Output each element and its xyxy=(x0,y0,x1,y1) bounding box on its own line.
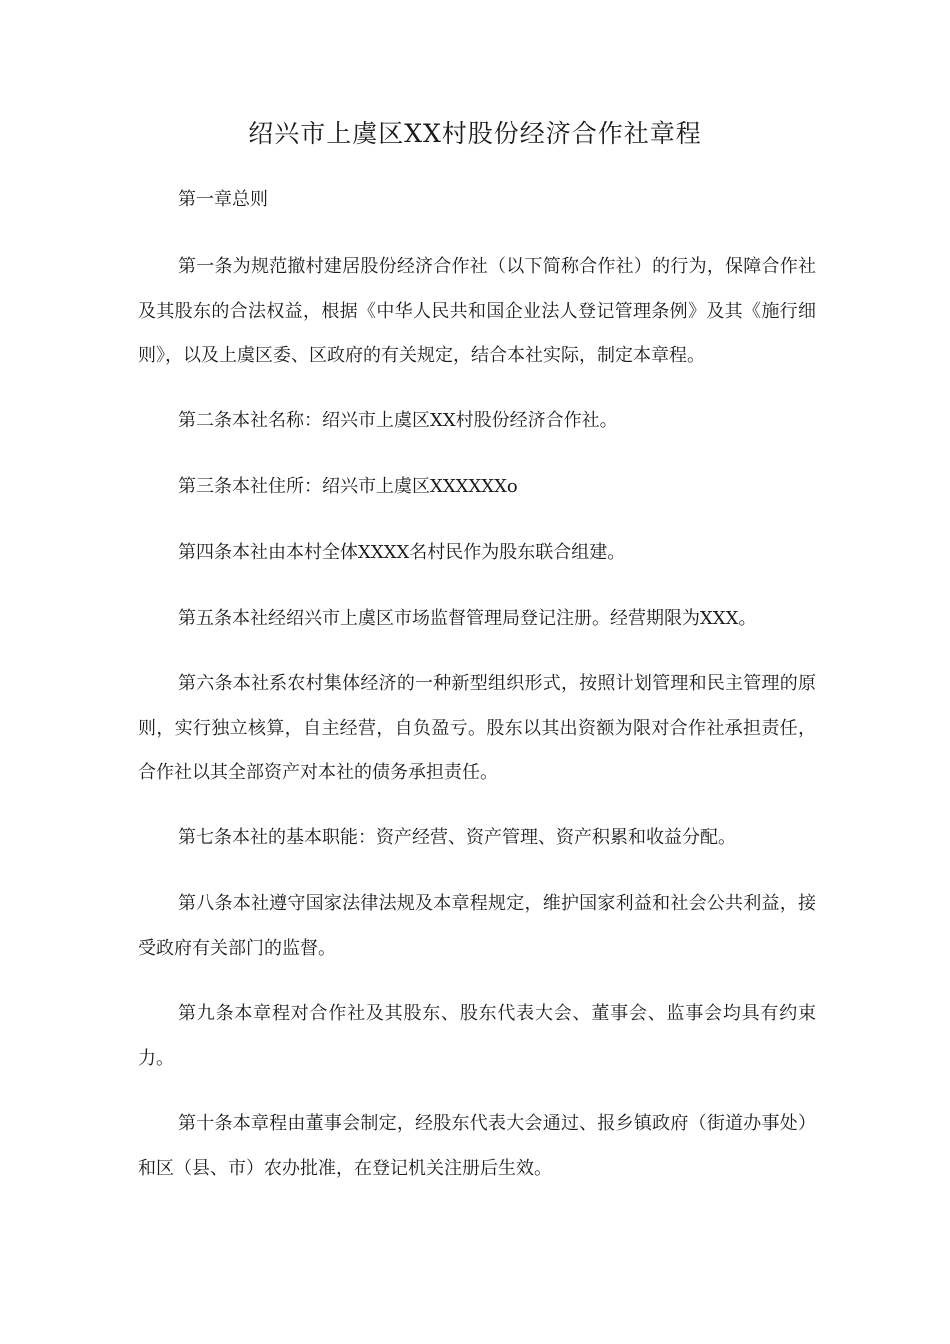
article-7: 第七条本社的基本职能：资产经营、资产管理、资产积累和收益分配。 xyxy=(178,827,736,848)
article-6: 第六条本社系农村集体经济的一种新型组织形式，按照计划管理和民主管理的原则，实行独立核算，自主经营，自负盈亏。股东以其出资额为限对合作社承担责任，合作社以其全部资产对本社的债务承担责任。 xyxy=(138,673,816,783)
chapter-heading: 第一章总则 xyxy=(178,189,268,210)
document-title: 绍兴市上虞区XX村股份经济合作社章程 xyxy=(248,119,702,148)
article-4: 第四条本社由本村全体XXXX名村民作为股东联合组建。 xyxy=(178,542,626,563)
article-1: 第一条为规范撤村建居股份经济合作社（以下简称合作社）的行为，保障合作社及其股东的合法权益，根据《中华人民共和国企业法人登记管理条例》及其《施行细则》，以及上虞区委、区政府的有关规定，结合本社实际，制定本章程。 xyxy=(138,256,816,366)
article-10: 第十条本章程由董事会制定，经股东代表大会通过、报乡镇政府（街道办事处）和区（县、市）农办批准，在登记机关注册后生效。 xyxy=(138,1113,816,1179)
article-5: 第五条本社经绍兴市上虞区市场监督管理局登记注册。经营期限为XXX。 xyxy=(178,608,757,629)
article-2: 第二条本社名称：绍兴市上虞区XX村股份经济合作社。 xyxy=(178,410,618,431)
article-9: 第九条本章程对合作社及其股东、股东代表大会、董事会、监事会均具有约束力。 xyxy=(138,1003,816,1069)
article-3: 第三条本社住所：绍兴市上虞区XXXXXXo xyxy=(178,476,518,497)
article-8: 第八条本社遵守国家法律法规及本章程规定，维护国家利益和社会公共利益，接受政府有关部门的监督。 xyxy=(138,893,816,959)
